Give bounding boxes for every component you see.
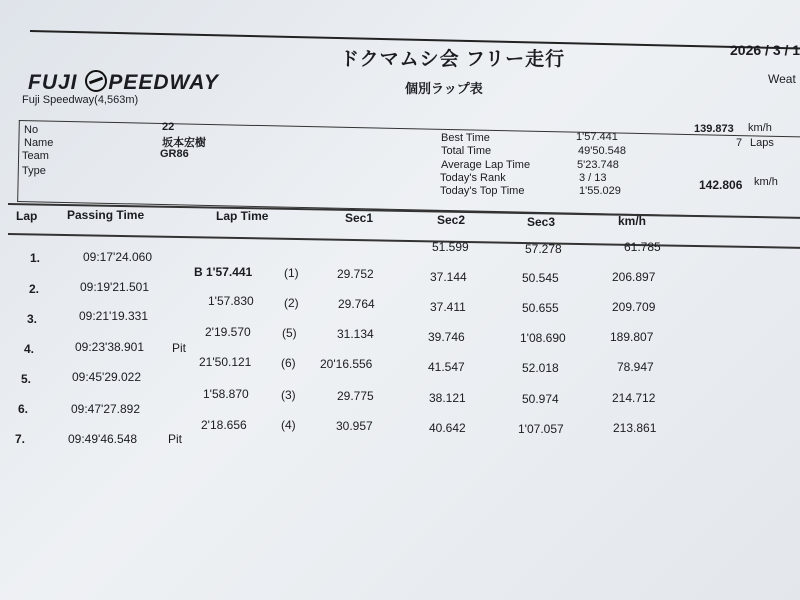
- lap-time: 21'50.121: [199, 355, 252, 369]
- lap-number: 5.: [21, 372, 32, 386]
- team-label: Team: [22, 150, 49, 162]
- best-speed: 139.873: [694, 123, 734, 135]
- lap-rank: (2): [284, 296, 299, 310]
- sec3-value: 57.278: [525, 242, 562, 256]
- avg-lap-time: 5'23.748: [577, 159, 619, 171]
- sheet-subtitle: 個別ラップ表: [405, 81, 483, 96]
- lap-count: 7: [736, 137, 743, 149]
- total-time-label: Total Time: [441, 145, 492, 157]
- name-label: Name: [24, 137, 54, 149]
- team-name: GR86: [160, 148, 189, 160]
- best-speed-unit: km/h: [748, 122, 772, 134]
- lap-number: 2.: [29, 282, 40, 296]
- logo-s-icon: [85, 70, 107, 92]
- pit-flag: Pit: [168, 432, 183, 446]
- sec2-value: 39.746: [428, 330, 465, 344]
- sec1-value: 29.775: [337, 389, 374, 403]
- event-title: ドクマムシ会 フリー走行: [340, 49, 566, 70]
- lap-rank: (5): [282, 326, 297, 340]
- passing-time: 09:21'19.331: [79, 309, 149, 323]
- sec1-value: 29.752: [337, 267, 374, 281]
- driver-name: 坂本宏樹: [162, 137, 206, 149]
- passing-time: 09:45'29.022: [72, 370, 142, 384]
- sec2-value: 40.642: [429, 421, 466, 435]
- sec2-value: 37.411: [430, 300, 466, 314]
- kmh-value: 206.897: [612, 270, 656, 284]
- lap-time: 2'18.656: [201, 418, 247, 432]
- weather-label: Weat: [768, 72, 796, 86]
- sec1-value: 30.957: [336, 419, 373, 433]
- passing-time: 09:17'24.060: [83, 250, 153, 264]
- col-sec3: Sec3: [527, 215, 556, 229]
- lap-time: 2'19.570: [205, 325, 251, 339]
- col-lap-time: Lap Time: [216, 209, 269, 223]
- sec3-value: 1'07.057: [518, 422, 564, 436]
- rank-label: Today's Rank: [440, 172, 506, 184]
- logo-text-fuji: FUJI: [28, 71, 78, 94]
- kmh-value: 214.712: [612, 391, 656, 405]
- car-number: 22: [162, 121, 175, 133]
- type-label: Type: [22, 165, 46, 177]
- kmh-value: 78.947: [617, 360, 654, 374]
- lap-number: 3.: [27, 312, 38, 326]
- top-time-label: Today's Top Time: [440, 185, 525, 197]
- sec1-value: 29.764: [338, 297, 375, 311]
- sec3-value: 1'08.690: [520, 331, 566, 345]
- lap-number: 4.: [24, 342, 35, 356]
- todays-rank: 3 / 13: [579, 172, 607, 184]
- passing-time: 09:23'38.901: [75, 340, 145, 354]
- top-speed: 142.806: [699, 178, 743, 192]
- no-label: No: [24, 124, 39, 136]
- sec2-value: 37.144: [430, 270, 467, 284]
- avg-lap-label: Average Lap Time: [441, 159, 531, 171]
- kmh-value: 61.785: [624, 240, 661, 254]
- sec3-value: 50.655: [522, 301, 559, 315]
- passing-time: 09:47'27.892: [71, 402, 141, 416]
- kmh-value: 189.807: [610, 330, 654, 344]
- lap-rank: (3): [281, 388, 296, 402]
- sec3-value: 50.545: [522, 271, 559, 285]
- pit-flag: Pit: [172, 341, 187, 355]
- sec3-value: 50.974: [522, 392, 559, 406]
- passing-time: 09:19'21.501: [80, 280, 150, 294]
- best-time: 1'57.441: [576, 131, 618, 143]
- sec2-value: 41.547: [428, 360, 465, 374]
- logo-text-peedway: PEEDWAY: [108, 71, 219, 94]
- top-speed-unit: km/h: [754, 176, 778, 188]
- passing-time: 09:49'46.548: [68, 432, 138, 446]
- header-rule-bottom: [8, 233, 800, 248]
- lap-rank: (4): [281, 418, 296, 432]
- best-time-label: Best Time: [441, 132, 490, 144]
- lap-time: 1'58.870: [203, 387, 249, 401]
- event-date: 2026 / 3 / 1: [730, 42, 800, 58]
- circuit-name: Fuji Speedway(4,563m): [22, 94, 139, 106]
- sec3-value: 52.018: [522, 361, 559, 375]
- col-passing-time: Passing Time: [67, 208, 145, 222]
- col-kmh: km/h: [618, 214, 647, 228]
- sec2-value: 38.121: [429, 391, 466, 405]
- lap-number: 1.: [30, 251, 41, 265]
- kmh-value: 209.709: [612, 300, 656, 314]
- total-time: 49'50.548: [578, 145, 626, 157]
- lap-number: 6.: [18, 402, 29, 416]
- todays-top-time: 1'55.029: [579, 185, 621, 197]
- lap-rank: (6): [281, 356, 296, 370]
- lap-rank: (1): [284, 266, 299, 280]
- fuji-speedway-logo: [28, 70, 219, 95]
- col-lap: Lap: [16, 209, 38, 223]
- lap-time: 1'57.830: [208, 294, 254, 308]
- driver-info-box: [17, 120, 800, 218]
- lap-count-unit: Laps: [750, 137, 774, 149]
- lap-number: 7.: [15, 432, 26, 446]
- kmh-value: 213.861: [613, 421, 657, 435]
- sec1-value: 20'16.556: [320, 357, 373, 371]
- sec2-value: 51.599: [432, 240, 469, 254]
- col-sec2: Sec2: [437, 213, 466, 227]
- col-sec1: Sec1: [345, 211, 374, 225]
- sec1-value: 31.134: [337, 327, 374, 341]
- lap-time-best: B 1'57.441: [194, 265, 253, 279]
